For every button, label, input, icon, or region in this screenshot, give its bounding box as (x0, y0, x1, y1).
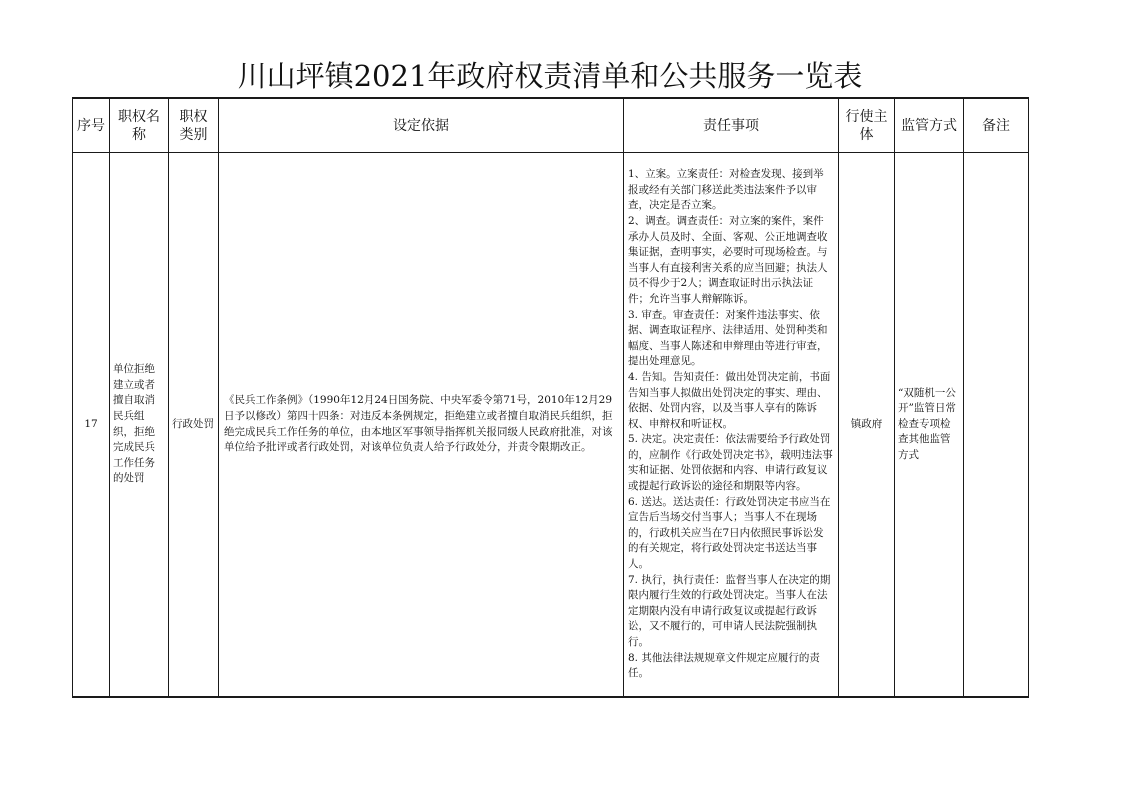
page-title: 川山坪镇2021年政府权责清单和公共服务一览表 (237, 59, 863, 93)
row-subject: 镇政府 (839, 153, 895, 698)
header-category (169, 98, 219, 153)
row-no: 17 (73, 153, 110, 698)
row-responsibility (624, 153, 839, 698)
row-supervision: “双随机一公开”监管日常检查专项检查其他监管方式 (895, 153, 964, 698)
power-list-table (72, 97, 1029, 698)
responsibility-item: 1、立案。立案责任：对检查发现、接到举报或经有关部门移送此类违法案件予以审查，决定是否立案。 (628, 168, 824, 212)
header-subject-label: 行使主体 (845, 108, 888, 143)
responsibility-item: 2、调查。调查责任：对立案的案件，案件承办人员及时、全面、客观、公正地调查收集证据，查明事实，必要时可现场检查。与当事人有直接利害关系的应当回避；执法人员不得少于2人；调查取证时出示执法证件；允许当事人辩解陈诉。 (628, 214, 828, 305)
table-row (73, 153, 1029, 698)
row-remarks (964, 153, 1029, 698)
header-category-label: 职权类别 (179, 108, 208, 143)
row-basis: 《民兵工作条例》（1990年12月24日国务院、中央军委令第71号，2010年12月29日予以修改）第四十四条：对违反本条例规定，拒绝建立或者擅自取消民兵组织，拒绝完成民兵工作任务的单位，由本地区军事领导指挥机关报同级人民政府批准，对该单位给予批评或者行政处罚，对该单位负责人给予行政处分，并责令限期改正。 (219, 153, 624, 698)
header-name (110, 98, 169, 153)
header-supervision: 监管方式 (895, 98, 964, 153)
header-no: 序号 (73, 98, 110, 153)
header-name-label: 职权名称 (118, 108, 160, 143)
header-subject (839, 98, 895, 153)
responsibility-item: 7. 执行，执行责任：监督当事人在决定的期限内履行生效的行政处罚决定。当事人在法定期限内没有申请行政复议或提起行政诉讼，又不履行的，可申请人民法院强制执行。 (628, 573, 831, 649)
header-basis: 设定依据 (219, 98, 624, 153)
responsibility-item: 3. 审查。审查责任：对案件违法事实、依据、调查取证程序、法律适用、处罚种类和幅度、当事人陈述和申辩理由等进行审查，提出处理意见。 (628, 308, 828, 368)
table-header-row (73, 98, 1029, 153)
responsibility-item: 4. 告知。告知责任：做出处罚决定前，书面告知当事人拟做出处罚决定的事实、理由、依据、处罚内容，以及当事人享有的陈诉权、申辩权和听证权。 (628, 370, 831, 430)
header-responsibility: 责任事项 (624, 98, 839, 153)
header-remarks: 备注 (964, 98, 1029, 153)
responsibility-item: 8. 其他法律法规规章文件规定应履行的责任。 (628, 651, 820, 680)
row-category: 行政处罚 (169, 153, 219, 698)
responsibility-item: 6. 送达。送达责任：行政处罚决定书应当在宣告后当场交付当事人；当事人不在现场的，行政机关应当在7日内依照民事诉讼发的有关规定，将行政处罚决定书送达当事人。 (628, 495, 831, 571)
responsibility-item: 5. 决定。决定责任：依法需要给予行政处罚的，应制作《行政处罚决定书》，载明违法事实和证据、处罚依据和内容、申请行政复议或提起行政诉讼的途径和期限等内容。 (628, 433, 833, 493)
row-name: 单位拒绝建立或者擅自取消民兵组织，拒绝完成民兵工作任务的处罚 (110, 153, 169, 698)
